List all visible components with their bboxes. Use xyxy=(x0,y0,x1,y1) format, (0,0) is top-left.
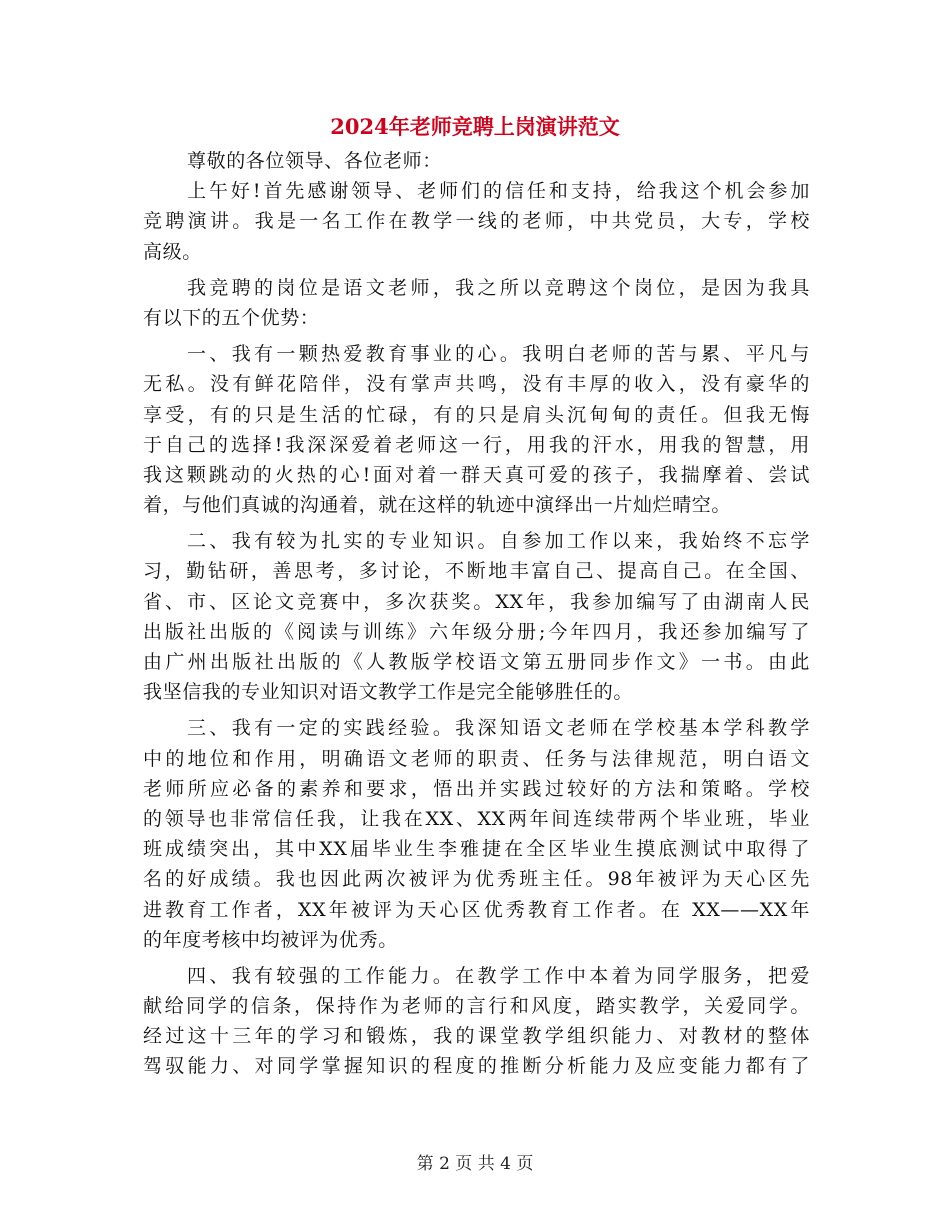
document-body xyxy=(143,146,810,1082)
paragraph-line: 着，与他们真诚的沟通着，就在这样的轨迹中演绎出一片灿烂晴空。 xyxy=(143,494,732,517)
paragraph-line: 省、市、区论文竞赛中，多次获奖。XX年，我参加编写了由湖南人民 xyxy=(143,590,810,613)
paragraph-line: 一、我有一颗热爱教育事业的心。我明白老师的苦与累、平凡与 xyxy=(187,343,810,366)
paragraph-line: 高级。 xyxy=(143,240,202,263)
paragraph-line: 无私。没有鲜花陪伴，没有掌声共鸣，没有丰厚的收入，没有豪华的 xyxy=(143,373,810,396)
paragraph-line: 二、我有较为扎实的专业知识。自参加工作以来，我始终不忘学 xyxy=(187,530,810,553)
paragraph-line: 我竞聘的岗位是语文老师，我之所以竞聘这个岗位，是因为我具 xyxy=(187,276,810,299)
paragraph-line: 班成绩突出，其中XX届毕业生李雅捷在全区毕业生摸底测试中取得了 xyxy=(143,838,810,861)
paragraph-line: 的领导也非常信任我，让我在XX、XX两年间连续带两个毕业班，毕业 xyxy=(143,807,810,830)
document-title: 2024年老师竞聘上岗演讲范文 xyxy=(330,114,620,139)
paragraph-line: 上午好!首先感谢领导、老师们的信任和支持，给我这个机会参加 xyxy=(187,180,810,203)
page-footer: 第 2 页 共 4 页 xyxy=(416,1154,534,1174)
paragraph-line: 中的地位和作用，明确语文老师的职责、任务与法律规范，明白语文 xyxy=(143,747,810,770)
salutation-line: 尊敬的各位领导、各位老师： xyxy=(187,150,442,172)
paragraph-line: 驾驭能力、对同学掌握知识的程度的推断分析能力及应变能力都有了 xyxy=(143,1055,810,1078)
paragraph-line: 进教育工作者，XX年被评为天心区优秀教育工作者。在 XX——XX年 xyxy=(143,898,810,921)
paragraph-line: 名的好成绩。我也因此两次被评为优秀班主任。98年被评为天心区先 xyxy=(143,868,810,891)
paragraph-line: 由广州出版社出版的《人教版学校语文第五册同步作文》一书。由此 xyxy=(143,651,810,673)
paragraph-line: 我这颗跳动的火热的心!面对着一群天真可爱的孩子，我揣摩着、尝试 xyxy=(143,463,810,486)
paragraph-line: 享受，有的只是生活的忙碌，有的只是肩头沉甸甸的责任。但我无悔 xyxy=(143,403,810,426)
paragraph-line: 我坚信我的专业知识对语文教学工作是完全能够胜任的。 xyxy=(143,681,634,704)
paragraph-line: 于自己的选择!我深深爱着老师这一行，用我的汗水，用我的智慧，用 xyxy=(143,433,810,456)
paragraph-line: 有以下的五个优势： xyxy=(143,306,320,329)
paragraph-line: 出版社出版的《阅读与训练》六年级分册;今年四月，我还参加编写了 xyxy=(143,620,810,643)
paragraph-line: 老师所应必备的素养和要求，悟出并实践过较好的方法和策略。学校 xyxy=(143,777,810,800)
paragraph-line: 竞聘演讲。我是一名工作在教学一线的老师，中共党员，大专，学校 xyxy=(143,210,810,233)
paragraph-line: 习，勤钻研，善思考，多讨论，不断地丰富自己、提高自己。在全国、 xyxy=(143,560,810,583)
paragraph-line: 献给同学的信条，保持作为老师的言行和风度，踏实教学，关爱同学。 xyxy=(143,995,810,1018)
paragraph-line: 三、我有一定的实践经验。我深知语文老师在学校基本学科教学 xyxy=(187,717,810,740)
paragraph-line: 经过这十三年的学习和锻炼，我的课堂教学组织能力、对教材的整体 xyxy=(143,1025,810,1048)
paragraph-line: 的年度考核中均被评为优秀。 xyxy=(143,928,398,951)
paragraph-line: 四、我有较强的工作能力。在教学工作中本着为同学服务，把爱 xyxy=(187,964,810,987)
